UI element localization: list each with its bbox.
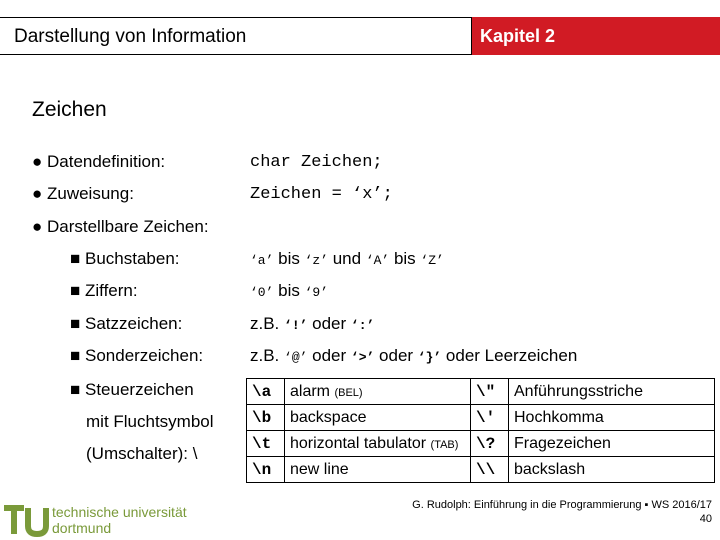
darstellbar-label: ● Darstellbare Zeichen: bbox=[32, 217, 209, 236]
buchstaben-value bbox=[250, 249, 444, 269]
escape-desc: new line bbox=[285, 457, 471, 483]
chapter-banner bbox=[472, 17, 720, 55]
buchstaben-code-A: ‘A’ bbox=[365, 253, 390, 268]
university-name-line1: technische universität bbox=[52, 504, 187, 520]
escape-code: \' bbox=[471, 405, 509, 431]
table-row bbox=[247, 379, 715, 405]
ziffern-label: ■ Ziffern: bbox=[70, 281, 138, 300]
datendef-code: char Zeichen; bbox=[250, 153, 383, 172]
sonder-label: ■ Sonderzeichen: bbox=[70, 346, 204, 365]
table-row bbox=[247, 431, 715, 457]
sonder-code-brace: ‘}’ bbox=[417, 350, 442, 365]
steuer-label-2: mit Fluchtsymbol bbox=[86, 412, 214, 431]
escape-desc: alarm (BEL) bbox=[285, 379, 471, 405]
buchstaben-text-1: bis bbox=[273, 249, 305, 268]
escape-code: \? bbox=[471, 431, 509, 457]
tu-logo-icon bbox=[2, 500, 50, 538]
chapter-label: Kapitel 2 bbox=[480, 26, 556, 46]
buchstaben-text-2: und bbox=[328, 249, 366, 268]
satz-code-colon: ‘:’ bbox=[350, 318, 375, 333]
escape-code: \" bbox=[471, 379, 509, 405]
sonder-value bbox=[250, 346, 577, 366]
escape-code: \a bbox=[247, 379, 285, 405]
table-row bbox=[247, 457, 715, 483]
ziffern-code-0: ‘0’ bbox=[250, 285, 274, 300]
university-name bbox=[52, 504, 187, 536]
university-name-line2: dortmund bbox=[52, 520, 112, 536]
zuweisung-label: ● Zuweisung: bbox=[32, 184, 134, 203]
escape-desc: horizontal tabulator (TAB) bbox=[285, 431, 471, 457]
escape-desc: Hochkomma bbox=[509, 405, 715, 431]
escape-desc: backslash bbox=[509, 457, 715, 483]
ziffern-text-1: bis bbox=[273, 281, 305, 300]
escape-desc: Anführungsstriche bbox=[509, 379, 715, 405]
sonder-code-gt: ‘>’ bbox=[350, 350, 375, 365]
escape-code: \n bbox=[247, 457, 285, 483]
escape-code: \b bbox=[247, 405, 285, 431]
buchstaben-label: ■ Buchstaben: bbox=[70, 249, 180, 268]
escape-desc: backspace bbox=[285, 405, 471, 431]
satz-value bbox=[250, 314, 374, 334]
satz-text-0: z.B. bbox=[250, 314, 285, 333]
escape-sequence-table bbox=[246, 378, 715, 483]
steuer-label: ■ Steuerzeichen bbox=[70, 380, 194, 399]
satz-text-1: oder bbox=[307, 314, 351, 333]
slide-heading: Zeichen bbox=[32, 98, 107, 121]
satz-code-excl: ‘!’ bbox=[284, 318, 308, 333]
escape-code: \t bbox=[247, 431, 285, 457]
header-title: Darstellung von Information bbox=[14, 26, 247, 47]
buchstaben-code-a: ‘a’ bbox=[250, 253, 274, 268]
ziffern-value bbox=[250, 281, 328, 301]
buchstaben-code-z: ‘z’ bbox=[304, 253, 328, 268]
zuweisung-code: Zeichen = ‘x’; bbox=[250, 185, 393, 204]
datendef-label: ● Datendefinition: bbox=[32, 152, 166, 171]
buchstaben-text-3: bis bbox=[389, 249, 421, 268]
table-row bbox=[247, 405, 715, 431]
page-number: 40 bbox=[699, 513, 712, 525]
steuer-label-3: (Umschalter): \ bbox=[86, 444, 198, 463]
ziffern-code-9: ‘9’ bbox=[304, 285, 328, 300]
footer-credit-text: G. Rudolph: Einführung in die Programmierung ▪ WS 2016/17 bbox=[412, 499, 712, 511]
sonder-text-1: oder bbox=[307, 346, 351, 365]
footer-credit bbox=[412, 498, 712, 526]
sonder-text-0: z.B. bbox=[250, 346, 285, 365]
buchstaben-code-Z: ‘Z’ bbox=[420, 253, 444, 268]
sonder-text-3: oder Leerzeichen bbox=[441, 346, 578, 365]
sonder-text-2: oder bbox=[374, 346, 418, 365]
satz-label: ■ Satzzeichen: bbox=[70, 314, 183, 333]
sonder-code-at: ‘@’ bbox=[284, 350, 308, 365]
escape-code: \\ bbox=[471, 457, 509, 483]
escape-desc: Fragezeichen bbox=[509, 431, 715, 457]
